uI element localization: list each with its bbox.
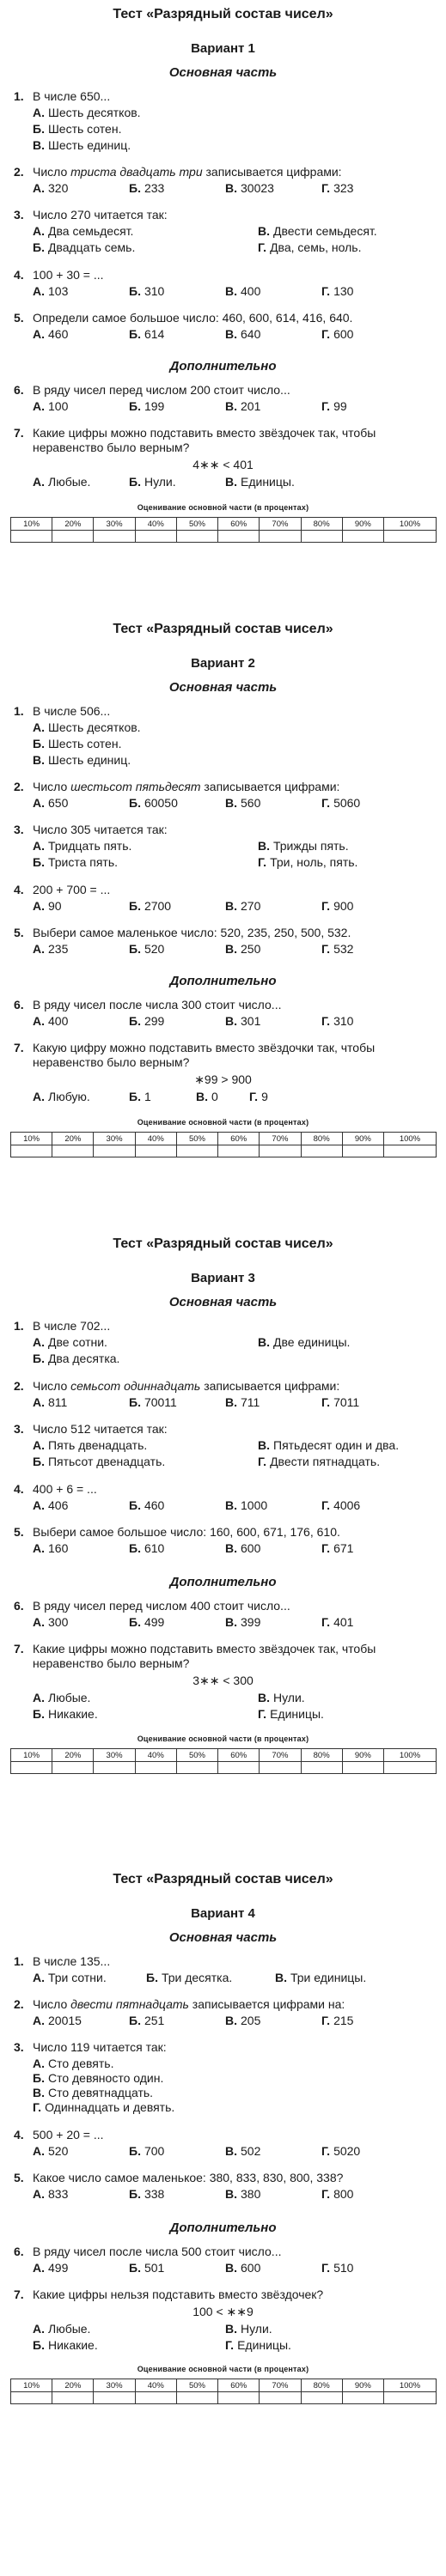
option: А. Сто девять.	[33, 2057, 114, 2070]
option: В. 640	[225, 327, 261, 341]
question-number: 1.	[14, 89, 24, 103]
variant-title: Вариант 3	[191, 1271, 255, 1285]
question-number: 3.	[14, 1422, 24, 1436]
option: Б. 1	[129, 1090, 151, 1103]
question-text: Число семьсот одиннадцать записывается цифрами:	[33, 1379, 340, 1393]
question-number: 4.	[14, 268, 24, 282]
option: В. Нули.	[225, 2322, 272, 2336]
question-text: 100 + 30 = ...	[33, 268, 104, 282]
question-text: Число шестьсот пятьдесят записывается цифрами:	[33, 780, 340, 793]
option: А. Любую.	[33, 1090, 90, 1103]
option: В. 1000	[225, 1498, 268, 1512]
option: В. Три единицы.	[275, 1971, 367, 1984]
option: А. 833	[33, 2187, 69, 2201]
option: Б. Нули.	[129, 475, 176, 489]
question-text: 200 + 700 = ...	[33, 883, 111, 896]
variant-1	[0, 0, 446, 601]
test-title: Тест «Разрядный состав чисел»	[113, 622, 333, 636]
grading-cell: 70%	[260, 518, 301, 531]
option: Г. 310	[321, 1014, 354, 1028]
option: Б. 233	[129, 181, 165, 195]
option: В. Две единицы.	[258, 1335, 351, 1349]
grading-blank-row	[11, 2392, 437, 2404]
grading-cell: 80%	[301, 1749, 342, 1762]
grading-cell: 60%	[218, 518, 260, 531]
option: А. Любые.	[33, 2322, 91, 2336]
grading-cell: 30%	[94, 2379, 135, 2392]
section-extra-title: Дополнительно	[169, 2221, 277, 2235]
grading-caption: Оценивание основной части (в процентах)	[137, 1735, 309, 1743]
option: Б. Два десятка.	[33, 1352, 120, 1365]
question-number: 5.	[14, 311, 24, 325]
option: А. 499	[33, 2261, 69, 2275]
question-number: 6.	[14, 1599, 24, 1613]
option: Б. Никакие.	[33, 1707, 98, 1721]
grading-cell: 10%	[11, 2379, 52, 2392]
question-text: В числе 702...	[33, 1319, 111, 1333]
grading-cell: 80%	[301, 518, 342, 531]
option: В. Нули.	[258, 1691, 305, 1704]
question-text: Какие цифры нельзя подставить вместо звёздочек?	[33, 2287, 324, 2301]
inequality-expression: ∗99 > 900	[194, 1072, 252, 1086]
section-main-title: Основная часть	[168, 1930, 278, 1945]
grading-table	[10, 1132, 437, 1157]
option: А. 160	[33, 1541, 69, 1555]
option: А. 400	[33, 1014, 69, 1028]
option: Г. 800	[321, 2187, 354, 2201]
option: Г. 600	[321, 327, 354, 341]
grading-blank-row	[11, 1145, 437, 1157]
option: А. 320	[33, 181, 69, 195]
question-text: В ряду чисел перед числом 200 стоит число...	[33, 383, 290, 397]
grading-cell: 50%	[176, 518, 217, 531]
option: А. 406	[33, 1498, 69, 1512]
question-number: 2.	[14, 1379, 24, 1393]
option: Г. Три, ноль, пять.	[258, 855, 358, 869]
option: Б. 614	[129, 327, 165, 341]
question-number: 2.	[14, 1997, 24, 2011]
option: А. Пять двенадцать.	[33, 1438, 148, 1452]
grading-cell: 80%	[301, 2379, 342, 2392]
grading-cell: 90%	[342, 2379, 383, 2392]
question-text: В ряду чисел после числа 500 стоит число...	[33, 2245, 282, 2258]
question-text: В ряду чисел после числа 300 стоит число...	[33, 998, 282, 1012]
grading-cell: 40%	[135, 1133, 176, 1145]
grading-cell: 90%	[342, 518, 383, 531]
grading-cell: 100%	[383, 1133, 436, 1145]
option: Б. 460	[129, 1498, 165, 1512]
question-text: Выбери самое большое число: 160, 600, 671, 176, 610.	[33, 1525, 340, 1539]
grading-cell: 40%	[135, 518, 176, 531]
option: В. Сто девятнадцать.	[33, 2086, 154, 2099]
grading-cell: 30%	[94, 1133, 135, 1145]
option: Б. 60050	[129, 796, 178, 810]
option: Б. Шесть сотен.	[33, 737, 122, 750]
section-main-title: Основная часть	[168, 65, 278, 80]
option: А. Любые.	[33, 475, 91, 489]
grading-cell: 70%	[260, 1749, 301, 1762]
option: Б. Три десятка.	[146, 1971, 233, 1984]
section-extra-title: Дополнительно	[169, 1575, 277, 1589]
question-text: Число триста двадцать три записывается цифрами:	[33, 165, 342, 179]
grading-cell: 50%	[176, 1133, 217, 1145]
question-number: 4.	[14, 1482, 24, 1496]
option: Г. 215	[321, 2014, 354, 2027]
variant-4	[0, 1872, 446, 2567]
option: Г. 900	[321, 899, 354, 913]
option: А. 20015	[33, 2014, 82, 2027]
option: А. Два семьдесят.	[33, 224, 134, 238]
option: Г. 99	[321, 399, 347, 413]
question-text: Какие цифры можно подставить вместо звёздочек так, чтобы неравенство было верным?	[33, 426, 376, 454]
grading-cell: 100%	[383, 2379, 436, 2392]
grading-cell: 20%	[52, 1749, 94, 1762]
option: А. 90	[33, 899, 62, 913]
variant-title: Вариант 4	[191, 1906, 255, 1921]
grading-cell: 60%	[218, 2379, 260, 2392]
grading-cell: 30%	[94, 518, 135, 531]
option: Г. 510	[321, 2261, 354, 2275]
grading-cell: 90%	[342, 1133, 383, 1145]
question-number: 2.	[14, 165, 24, 179]
grading-cell: 90%	[342, 1749, 383, 1762]
option: Б. Двадцать семь.	[33, 240, 136, 254]
section-main-title: Основная часть	[168, 680, 278, 695]
grading-table	[10, 2379, 437, 2404]
option: В. Шесть единиц.	[33, 753, 131, 767]
question-number: 7.	[14, 1041, 24, 1054]
option: В. 399	[225, 1615, 261, 1629]
option: Б. 501	[129, 2261, 165, 2275]
option: Б. 499	[129, 1615, 165, 1629]
grading-header-row	[11, 518, 437, 531]
question-text: В ряду чисел перед числом 400 стоит число...	[33, 1599, 290, 1613]
grading-cell: 50%	[176, 1749, 217, 1762]
option: Б. 70011	[129, 1395, 177, 1409]
option: Б. 251	[129, 2014, 165, 2027]
option: Б. 2700	[129, 899, 172, 913]
grading-cell: 100%	[383, 1749, 436, 1762]
question-text: Выбери самое маленькое число: 520, 235, 250, 500, 532.	[33, 926, 351, 939]
option: Г. 4006	[321, 1498, 361, 1512]
option: Г. Два, семь, ноль.	[258, 240, 362, 254]
question-number: 2.	[14, 780, 24, 793]
variant-3	[0, 1236, 446, 1838]
grading-header-row	[11, 1133, 437, 1145]
option: А. 811	[33, 1395, 68, 1409]
test-title: Тест «Разрядный состав чисел»	[113, 7, 333, 21]
option: А. 100	[33, 399, 69, 413]
option: А. 300	[33, 1615, 69, 1629]
option: Г. Единицы.	[258, 1707, 324, 1721]
option: Г. 7011	[321, 1395, 360, 1409]
option: Г. 5020	[321, 2144, 361, 2158]
question-number: 3.	[14, 823, 24, 836]
option: Г. Двести пятнадцать.	[258, 1455, 381, 1468]
option: А. 235	[33, 942, 69, 956]
grading-cell: 30%	[94, 1749, 135, 1762]
grading-table	[10, 517, 437, 543]
question-text: Определи самое большое число: 460, 600, 614, 416, 640.	[33, 311, 353, 325]
question-text: Какие цифры можно подставить вместо звёздочек так, чтобы неравенство было верным?	[33, 1642, 376, 1670]
grading-cell: 10%	[11, 518, 52, 531]
question-number: 4.	[14, 883, 24, 896]
question-number: 6.	[14, 383, 24, 397]
option: Б. 199	[129, 399, 165, 413]
option: Г. Единицы.	[225, 2338, 291, 2352]
option: Б. 310	[129, 284, 165, 298]
option: А. 650	[33, 796, 69, 810]
option: Б. 299	[129, 1014, 165, 1028]
option: В. 560	[225, 796, 261, 810]
question-number: 6.	[14, 998, 24, 1012]
option: В. 0	[196, 1090, 218, 1103]
option: Б. Сто девяносто один.	[33, 2071, 164, 2085]
grading-header-row	[11, 2379, 437, 2392]
question-number: 6.	[14, 2245, 24, 2258]
inequality-expression: 100 < ∗∗9	[192, 2305, 254, 2318]
option: Г. 671	[321, 1541, 354, 1555]
question-text: 500 + 20 = ...	[33, 2128, 104, 2142]
option: В. Шесть единиц.	[33, 138, 131, 152]
option: Г. Одиннадцать и девять.	[33, 2100, 175, 2114]
option: А. Любые.	[33, 1691, 91, 1704]
question-number: 1.	[14, 1319, 24, 1333]
option: В. 600	[225, 2261, 261, 2275]
option: А. Шесть десятков.	[33, 106, 141, 119]
option: В. 250	[225, 942, 261, 956]
grading-cell: 50%	[176, 2379, 217, 2392]
question-text: 400 + 6 = ...	[33, 1482, 97, 1496]
section-extra-title: Дополнительно	[169, 974, 277, 988]
grading-cell: 10%	[11, 1133, 52, 1145]
option: Г. 130	[321, 284, 354, 298]
question-number: 1.	[14, 1954, 24, 1968]
option: Г. 401	[321, 1615, 354, 1629]
question-text: Число 512 читается так:	[33, 1422, 168, 1436]
grading-cell: 20%	[52, 2379, 94, 2392]
grading-cell: 60%	[218, 1133, 260, 1145]
option: В. 502	[225, 2144, 261, 2158]
grading-cell: 20%	[52, 518, 94, 531]
option: Б. 338	[129, 2187, 165, 2201]
option: В. 400	[225, 284, 261, 298]
option: Б. Никакие.	[33, 2338, 98, 2352]
question-text: Число 270 читается так:	[33, 208, 168, 222]
option: А. 103	[33, 284, 69, 298]
option: В. 205	[225, 2014, 261, 2027]
inequality-expression: 3∗∗ < 300	[192, 1674, 254, 1687]
question-text: Число двести пятнадцать записывается цифрами на:	[33, 1997, 345, 2011]
grading-table	[10, 1748, 437, 1774]
question-text: Какое число самое маленькое: 380, 833, 830, 800, 338?	[33, 2171, 344, 2184]
test-title: Тест «Разрядный состав чисел»	[113, 1872, 333, 1886]
option: А. 460	[33, 327, 69, 341]
grading-cell: 40%	[135, 2379, 176, 2392]
question-text: Какую цифру можно подставить вместо звёздочки так, чтобы неравенство было верным?	[33, 1041, 376, 1069]
grading-cell: 70%	[260, 1133, 301, 1145]
option: В. Единицы.	[225, 475, 295, 489]
grading-header-row	[11, 1749, 437, 1762]
option: В. 301	[225, 1014, 261, 1028]
option: В. 380	[225, 2187, 261, 2201]
question-text: В числе 135...	[33, 1954, 111, 1968]
grading-cell: 20%	[52, 1133, 94, 1145]
grading-blank-row	[11, 531, 437, 543]
question-number: 3.	[14, 2040, 24, 2054]
option: В. 600	[225, 1541, 261, 1555]
grading-cell: 40%	[135, 1749, 176, 1762]
option: Г. 5060	[321, 796, 361, 810]
grading-cell: 60%	[218, 1749, 260, 1762]
option: В. 270	[225, 899, 261, 913]
option: В. 30023	[225, 181, 274, 195]
option: Б. Шесть сотен.	[33, 122, 122, 136]
test-title: Тест «Разрядный состав чисел»	[113, 1236, 333, 1251]
question-number: 5.	[14, 926, 24, 939]
option: А. Две сотни.	[33, 1335, 107, 1349]
question-text: Число 305 читается так:	[33, 823, 168, 836]
question-number: 5.	[14, 2171, 24, 2184]
grading-cell: 100%	[383, 518, 436, 531]
section-main-title: Основная часть	[168, 1295, 278, 1309]
question-number: 7.	[14, 2287, 24, 2301]
grading-cell: 10%	[11, 1749, 52, 1762]
option: В. Двести семьдесят.	[258, 224, 377, 238]
question-number: 7.	[14, 1642, 24, 1656]
option: А. Шесть десятков.	[33, 720, 141, 734]
grading-blank-row	[11, 1762, 437, 1774]
option: Б. 700	[129, 2144, 165, 2158]
option: А. Три сотни.	[33, 1971, 107, 1984]
grading-caption: Оценивание основной части (в процентах)	[137, 2365, 309, 2373]
variant-title: Вариант 2	[191, 656, 255, 671]
question-number: 5.	[14, 1525, 24, 1539]
grading-cell: 70%	[260, 2379, 301, 2392]
question-text: Число 119 читается так:	[33, 2040, 167, 2054]
question-text: В числе 650...	[33, 89, 111, 103]
question-number: 7.	[14, 426, 24, 440]
option: Б. 520	[129, 942, 165, 956]
option: Г. 9	[249, 1090, 268, 1103]
option: Г. 323	[321, 181, 354, 195]
grading-cell: 80%	[301, 1133, 342, 1145]
option: В. 711	[225, 1395, 260, 1409]
grading-caption: Оценивание основной части (в процентах)	[137, 1118, 309, 1127]
option: Б. Пятьсот двенадцать.	[33, 1455, 166, 1468]
variant-2	[0, 622, 446, 1206]
option: В. Трижды пять.	[258, 839, 349, 853]
question-number: 1.	[14, 704, 24, 718]
grading-caption: Оценивание основной части (в процентах)	[137, 503, 309, 512]
question-number: 3.	[14, 208, 24, 222]
inequality-expression: 4∗∗ < 401	[192, 458, 254, 471]
option: А. Тридцать пять.	[33, 839, 132, 853]
option: Г. 532	[321, 942, 354, 956]
option: А. 520	[33, 2144, 69, 2158]
option: В. Пятьдесят один и два.	[258, 1438, 400, 1452]
variant-title: Вариант 1	[191, 41, 255, 56]
section-extra-title: Дополнительно	[169, 359, 277, 374]
option: В. 201	[225, 399, 261, 413]
question-number: 4.	[14, 2128, 24, 2142]
option: Б. Триста пять.	[33, 855, 119, 869]
option: Б. 610	[129, 1541, 165, 1555]
question-text: В числе 506...	[33, 704, 111, 718]
